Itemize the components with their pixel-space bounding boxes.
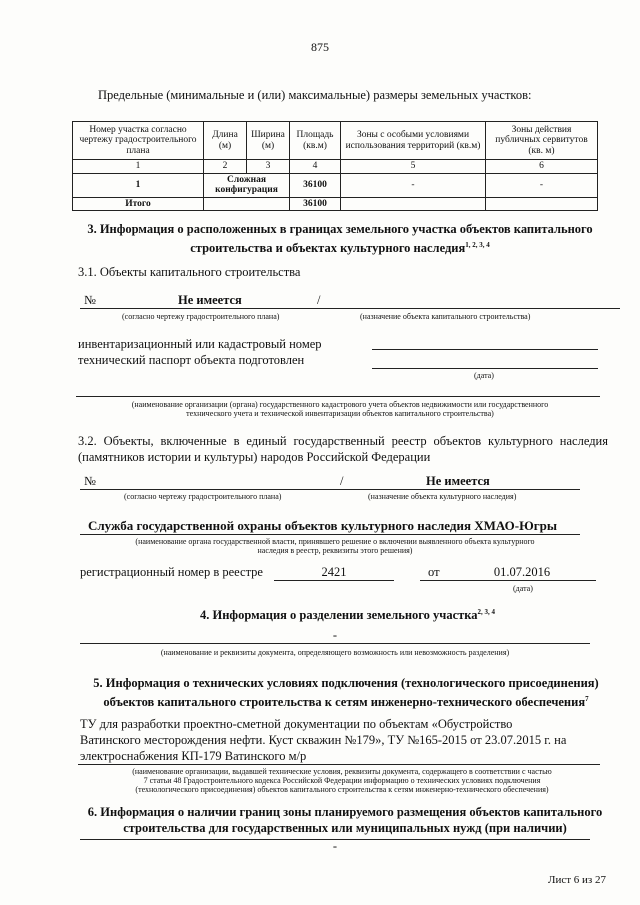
caption-authority-line2: наследия в реестр, реквизиты этого решения) [257, 546, 413, 555]
section-5-title-line1: 5. Информация о технических условиях подключения (технологического присоединения) [93, 676, 599, 690]
cell-zones: - [341, 173, 486, 197]
th-area: Площадь (кв.м) [290, 122, 341, 160]
authority-name: Служба государственной охраны объектов культурного наследия ХМАО-Югры [88, 518, 558, 533]
caption-drawing: (согласно чертежу градостроительного плана) [124, 492, 282, 501]
section-6-title-line1: 6. Информация о наличии границ зоны планируемого размещения объектов капитального [87, 805, 603, 819]
section-4-title: 4. Информация о разделении земельного участка$^{2, 3, 4}$ [200, 608, 496, 623]
caption-date: (дата) [474, 371, 494, 380]
cell-configuration: Сложная конфигурация [204, 173, 290, 197]
sheet-counter: Лист 6 из 27 [548, 874, 607, 886]
registry-number: 2421 [321, 565, 347, 579]
section-5-title-line2: объектов капитального строительства к сетям инженерно-технического обеспечения$^7$ [103, 695, 589, 710]
inventory-label-line2: технический паспорт объекта подготовлен [78, 353, 305, 367]
col-number: 2 [204, 160, 247, 174]
cell-total-area: 36100 [290, 197, 341, 211]
caption-org-line2: технического учета и технической инвентаризации объектов капитального строительства) [186, 409, 494, 418]
caption-section-5-line1: (наименование организации, выдавшей технические условия, реквизиты документа, содержащего в соответствии с частью [132, 767, 552, 776]
land-size-table [72, 121, 598, 211]
col-number: 5 [341, 160, 486, 174]
caption-section-5-line2: 7 статьи 48 Градостроительного кодекса Российской Федерации информацию о технических условиях подключения [143, 776, 541, 785]
heritage-none: Не имеется [426, 474, 490, 488]
subsection-3-1-title: 3.1. Объекты капитального строительства [78, 265, 301, 279]
table-total-row [73, 197, 598, 211]
caption-date: (дата) [513, 584, 533, 593]
th-servitudes: Зоны действия публичных сервитутов (кв. м) [486, 122, 598, 160]
cell-empty [486, 197, 598, 211]
cell-servitudes: - [486, 173, 598, 197]
col-number: 4 [290, 160, 341, 174]
from-label: от [428, 565, 440, 579]
section-6-value: - [332, 839, 338, 853]
col-number: 3 [247, 160, 290, 174]
subsection-3-2-line2: (памятников истории и культуры) народов Российской Федерации [78, 450, 431, 464]
caption-heritage-purpose: (назначение объекта культурного наследия) [368, 492, 517, 501]
page-number: 875 [311, 40, 329, 54]
section-5-text-line3: электроснабжения КП-179 Ватинского м/р [80, 749, 307, 763]
section-5-text-line2: Ватинского месторождения нефти. Куст скважин №179», ТУ №165-2015 от 23.07.2015 г. на [80, 733, 567, 747]
col-number: 1 [73, 160, 204, 174]
section-6-title-line2: строительства для государственных или муниципальных нужд (при наличии) [123, 821, 567, 835]
cell-area: 36100 [290, 173, 341, 197]
number-sign: № [84, 474, 96, 488]
caption-purpose: (назначение объекта капитального строительства) [360, 312, 531, 321]
caption-section-5-line3: (технологического присоединения) объектов капитального строительства к сетям инженерно-технического обеспечения) [135, 785, 549, 794]
th-width: Ширина (м) [247, 122, 290, 160]
cell-empty [204, 197, 290, 211]
number-sign: № [84, 293, 96, 307]
section-5-text-line1: ТУ для разработки проектно-сметной документации по объектам «Обустройство [80, 717, 513, 731]
separator-slash: / [317, 293, 321, 307]
subsection-3-2-line1: 3.2. Объекты, включенные в единый государственный реестр объектов культурного наследия [78, 434, 608, 448]
registry-date: 01.07.2016 [493, 565, 551, 579]
caption-authority-line1: (наименование органа государственной власти, принявшего решение о включении выявленного объекта культурного [135, 537, 535, 546]
col-number: 6 [486, 160, 598, 174]
table-row [73, 173, 598, 197]
section-4-value: - [332, 628, 338, 642]
th-special-zones: Зоны с особыми условиями использования территорий (кв.м) [341, 122, 486, 160]
cell-empty [341, 197, 486, 211]
cell-plot-number: 1 [73, 173, 204, 197]
section-3-title-line2: строительства и объектах культурного наследия$^{1, 2, 3, 4}$ [190, 241, 490, 256]
section-3-title-line1: 3. Информация о расположенных в границах земельного участка объектов капитального [87, 222, 593, 236]
caption-org-line1: (наименование организации (органа) государственного кадастрового учета объектов недвижимости или государственного [131, 400, 549, 409]
registry-label: регистрационный номер в реестре [80, 565, 263, 579]
intro-text: Предельные (минимальные и (или) максимальные) размеры земельных участков: [98, 88, 532, 102]
inventory-label-line1: инвентаризационный или кадастровый номер [78, 337, 322, 351]
cell-total-label: Итого [73, 197, 204, 211]
objects-none: Не имеется [178, 293, 242, 307]
caption-drawing: (согласно чертежу градостроительного плана) [122, 312, 280, 321]
th-plot-number: Номер участка согласно чертежу градостроительного плана [73, 122, 204, 160]
th-length: Длина (м) [204, 122, 247, 160]
caption-section-4: (наименование и реквизиты документа, определяющего возможность или невозможность разделения) [160, 648, 510, 657]
separator-slash: / [340, 474, 344, 488]
